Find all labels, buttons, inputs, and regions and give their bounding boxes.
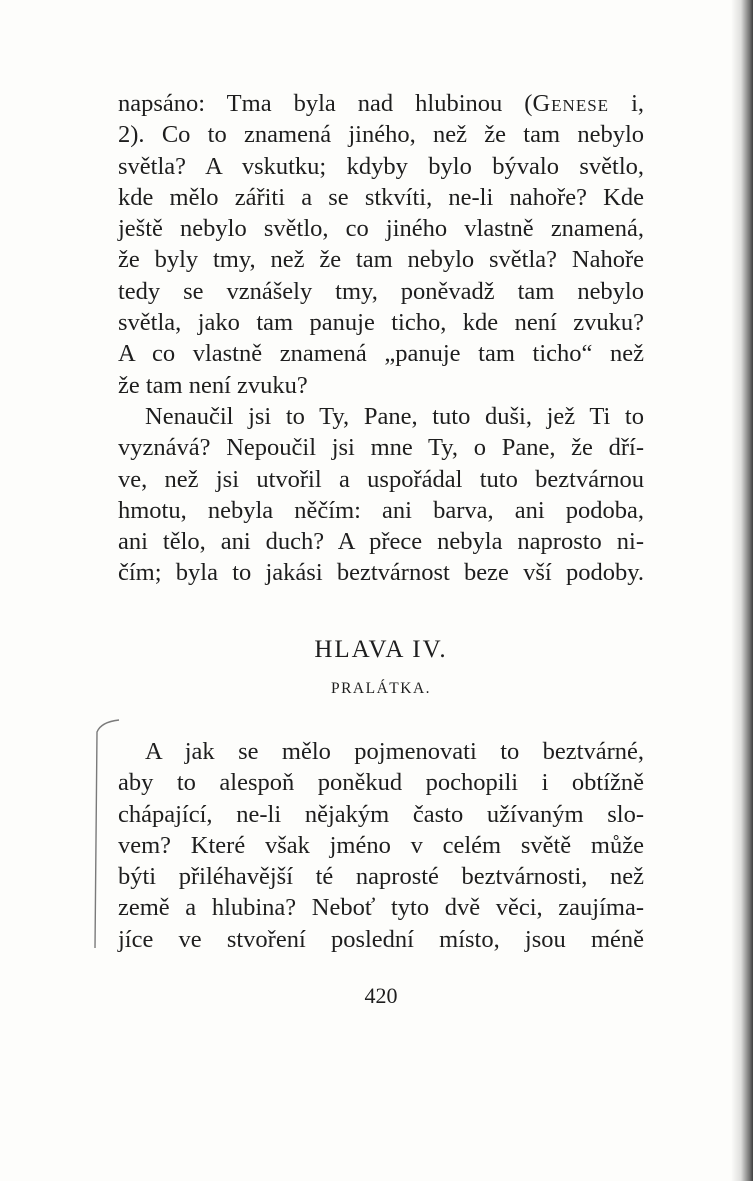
page-edge-shadow bbox=[731, 0, 753, 1181]
text-line: světla? A vskutku; kdyby bylo bývalo světlo, bbox=[118, 152, 644, 180]
pencil-margin-mark bbox=[91, 718, 121, 958]
text-line: ještě nebylo světlo, co jiného vlastně znamená, bbox=[118, 215, 644, 243]
text-line: vem? Které však jméno v celém světě může bbox=[118, 831, 644, 859]
text-line: Nenaučil jsi to Ty, Pane, tuto duši, jež Ti to bbox=[145, 402, 644, 430]
text-line: býti přiléhavější té naprosté beztvárnosti, než bbox=[118, 863, 644, 891]
text-line: hmotu, nebyla něčím: ani barva, ani podoba, bbox=[118, 496, 644, 524]
chapter-heading: HLAVA IV. bbox=[314, 636, 448, 663]
text-line: A jak se mělo pojmenovati to beztvárné, bbox=[145, 738, 644, 765]
text-line: 2). Co to znamená jiného, než že tam nebylo bbox=[118, 121, 644, 149]
book-reference: Genese bbox=[532, 90, 610, 117]
text-line: ve, než jsi utvořil a uspořádal tuto beztvárnou bbox=[118, 465, 644, 493]
text-line: jíce ve stvoření poslední místo, jsou méně bbox=[118, 925, 644, 953]
text-line: že tam není zvuku? bbox=[118, 371, 308, 399]
text-line: A co vlastně znamená „panuje tam ticho“ než bbox=[118, 340, 644, 368]
paragraph-continued bbox=[118, 88, 644, 589]
text-line: chápající, ne-li nějakým často užívaným slo- bbox=[118, 800, 644, 828]
chapter-subtitle: PRALÁTKA. bbox=[330, 680, 432, 697]
text-line: čím; byla to jakási beztvárnost beze vší podoby. bbox=[118, 559, 644, 587]
text-line: aby to alespoň poněkud pochopili i obtížně bbox=[118, 769, 644, 797]
text-line: tedy se vznášely tmy, poněvadž tam nebylo bbox=[118, 277, 644, 305]
text-line: kde mělo zářiti a se stkvíti, ne-li nahoře? Kde bbox=[118, 183, 644, 211]
text-line: že byly tmy, než že tam nebylo světla? Nahoře bbox=[118, 246, 644, 274]
text-line: napsáno: Tma byla nad hlubinou (Genese i, bbox=[118, 90, 644, 117]
text-line: vyznává? Nepoučil jsi mne Ty, o Pane, že dří- bbox=[118, 434, 644, 462]
page-number: 420 bbox=[364, 983, 398, 1008]
text-line: ani tělo, ani duch? A přece nebyla naprosto ni- bbox=[118, 528, 644, 556]
text-line: světla, jako tam panuje ticho, kde není zvuku? bbox=[118, 309, 644, 337]
text-line: země a hlubina? Neboť tyto dvě věci, zaujíma- bbox=[118, 894, 644, 922]
paragraph-new bbox=[118, 736, 644, 955]
